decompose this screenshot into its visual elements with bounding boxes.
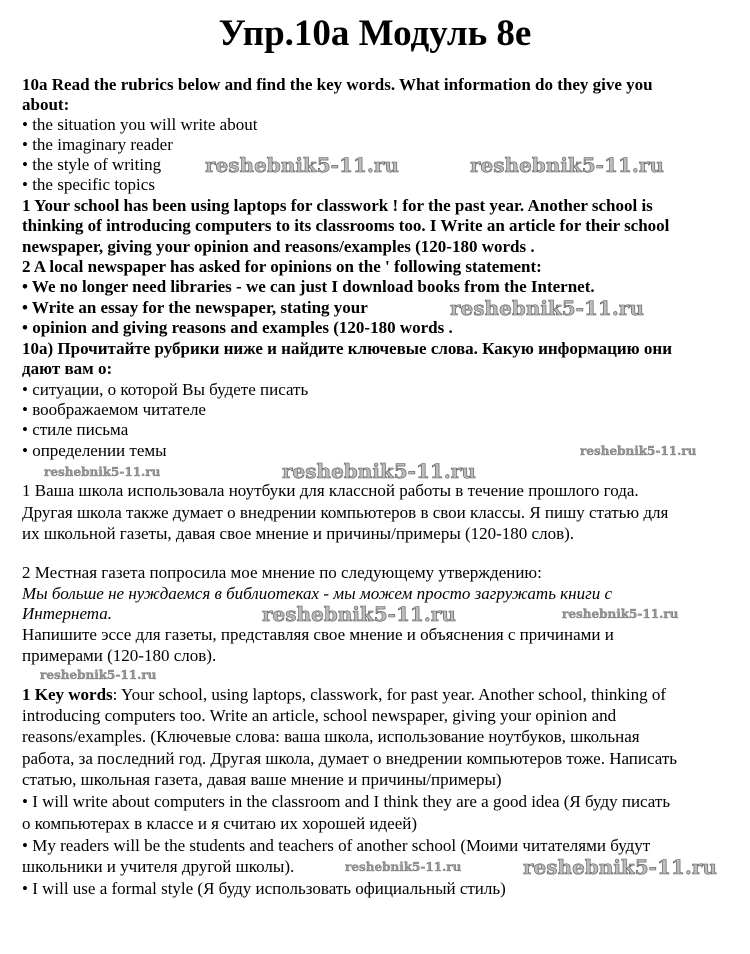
list-item: • воображаемом читателе [22, 400, 206, 419]
answer-line: статью, школьная газета, давая ваше мнение и причины/примеры) [22, 770, 502, 789]
answer-line: • I will use a formal style (Я буду использовать официальный стиль) [22, 879, 506, 898]
answer-text: : Your school, using laptops, classwork, for past year. Another school, thinking of [112, 685, 667, 704]
answer-label: 1 Key words [22, 685, 113, 704]
watermark: reshebnik5-11.ru [345, 860, 462, 874]
rubric-2-en: • We no longer need libraries - we can just I download books from the Internet. [22, 277, 595, 296]
list-item: • ситуации, о которой Вы будете писать [22, 380, 309, 399]
watermark: reshebnik5-11.ru [470, 153, 664, 177]
answer-line: • I will write about computers in the classroom and I think they are a good idea (Я буду писать [22, 792, 671, 811]
rubric-2-en: 2 A local newspaper has asked for opinions on the ' following statement: [22, 257, 542, 276]
page-title: Упр.10а Модуль 8е [218, 13, 532, 54]
watermark: reshebnik5-11.ru [262, 602, 456, 626]
rubric-2-task: примерами (120-180 слов). [22, 646, 217, 665]
rubric-2-en: • Write an essay for the newspaper, stating your [22, 298, 368, 317]
answer-line: introducing computers too. Write an article, school newspaper, giving your opinion and [22, 706, 617, 725]
rubric-1-en: 1 Your school has been using laptops for classwork ! for the past year. Another school is [22, 196, 653, 215]
watermark: reshebnik5-11.ru [40, 668, 157, 682]
rubric-2-quote: Мы больше не нуждаемся в библиотеках - мы можем просто загружать книги с [22, 584, 612, 603]
rubric-1-ru: их школьной газеты, давая свое мнение и причины/примеры (120-180 слов). [22, 524, 575, 543]
answer-line: работа, за последний год. Другая школа, думает о внедрении компьютеров тоже. Написать [22, 749, 678, 768]
instruction-ru: 10а) Прочитайте рубрики ниже и найдите ключевые слова. Какую информацию они [22, 339, 673, 358]
list-item: • the specific topics [22, 175, 155, 194]
rubric-2-task: Напишите эссе для газеты, представляя свое мнение и объяснения с причинами и [22, 625, 614, 644]
rubric-1-ru: 1 Ваша школа использовала ноутбуки для классной работы в течение прошлого года. [22, 481, 639, 500]
answer-line: школьники и учителя другой школы). [22, 857, 295, 876]
watermark: reshebnik5-11.ru [562, 607, 679, 621]
list-item: • the situation you will write about [22, 115, 258, 134]
answer-line: reasons/examples. (Ключевые слова: ваша школа, использование ноутбуков, школьная [22, 727, 640, 746]
watermark: reshebnik5-11.ru [282, 459, 476, 483]
list-item: • the style of writing [22, 155, 162, 174]
watermark: reshebnik5-11.ru [44, 465, 161, 479]
list-item: • стиле письма [22, 420, 129, 439]
list-item: • определении темы [22, 441, 167, 460]
rubric-1-en: thinking of introducing computers to its classrooms too. I Write an article for their school [22, 216, 670, 235]
instruction-en: about: [22, 95, 70, 114]
answer-line: • My readers will be the students and teachers of another school (Моими читателями будут [22, 836, 651, 855]
rubric-2-quote: Интернета. [22, 604, 113, 623]
watermark: reshebnik5-11.ru [205, 153, 399, 177]
watermark: reshebnik5-11.ru [450, 296, 644, 320]
answer-line: о компьютерах в классе и я считаю их хорошей идеей) [22, 814, 418, 833]
instruction-en: 10a Read the rubrics below and find the key words. What information do they give you [22, 75, 653, 94]
rubric-2-en: • opinion and giving reasons and examples (120-180 words . [22, 318, 453, 337]
rubric-1-en: newspaper, giving your opinion and reasons/examples (120-180 words . [22, 237, 535, 256]
watermark: reshebnik5-11.ru [523, 855, 717, 879]
answer-line [22, 685, 666, 705]
instruction-ru: дают вам о: [22, 359, 113, 378]
watermark: reshebnik5-11.ru [580, 444, 697, 458]
rubric-1-ru: Другая школа также думает о внедрении компьютеров в свои классы. Я пишу статью для [22, 503, 669, 522]
rubric-2-ru: 2 Местная газета попросила мое мнение по следующему утверждению: [22, 563, 542, 582]
list-item: • the imaginary reader [22, 135, 173, 154]
